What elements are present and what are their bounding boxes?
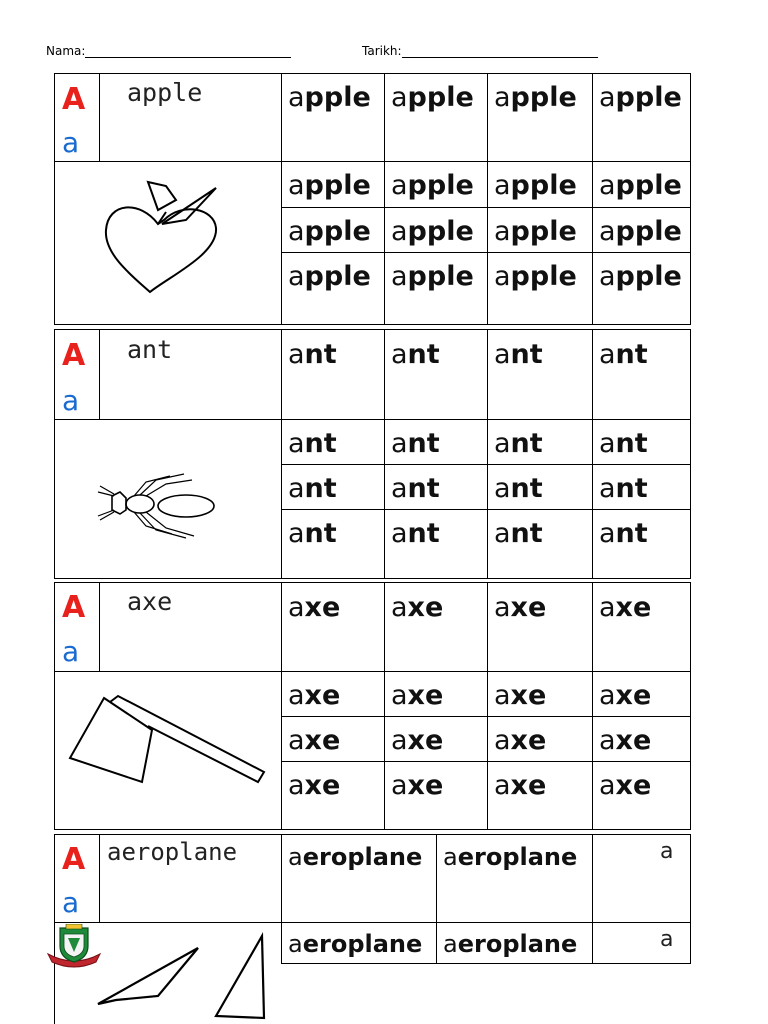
word-cell: apple [599,170,682,201]
col-divider [487,582,488,830]
word-cell: axe [391,770,444,801]
word-cell: axe [599,725,652,756]
word-cell: axe [288,770,341,801]
word-cell: axe [599,592,652,623]
col-divider [99,73,100,161]
letter-lower: a [62,126,80,159]
ant-icon [94,466,220,546]
word-cell: axe [599,680,652,711]
word-cell: ant [494,339,543,370]
letter-upper: A [62,842,86,877]
word-cell: apple [288,82,371,113]
row-divider [281,464,691,465]
name-line [85,45,291,58]
word-cell: apple [288,170,371,201]
date-field [362,44,598,58]
word-label: axe [127,587,173,616]
row-divider [54,161,691,162]
word-label: aeroplane [107,838,238,866]
apple-icon [100,172,220,302]
col-divider [99,834,100,922]
word-cell: axe [288,592,341,623]
letter-upper: A [62,590,86,625]
word-cell: ant [288,473,337,504]
word-cell: ant [494,473,543,504]
section-top-border [54,834,691,835]
col-divider [281,73,282,325]
col-divider [384,582,385,830]
word-cell: ant [391,473,440,504]
word-cell: ant [391,339,440,370]
word-cell: apple [288,216,371,247]
col-divider [592,582,593,830]
word-cell: ant [494,518,543,549]
word-cell: apple [391,82,474,113]
word-cell: aeroplane [443,930,578,958]
word-cell: aeroplane [443,843,578,871]
word-cell: axe [494,770,547,801]
row-divider [281,761,691,762]
axe-icon [60,690,270,800]
word-cell: apple [494,261,577,292]
word-cell: apple [494,82,577,113]
letter-lower: a [62,886,80,919]
row-divider [54,419,691,420]
row-divider [281,963,691,964]
word-cell: apple [391,261,474,292]
word-cell: apple [599,82,682,113]
col-divider [592,73,593,325]
row-divider [281,207,691,208]
word-cell: ant [599,473,648,504]
word-cell: axe [494,592,547,623]
date-label: Tarikh: [362,44,402,58]
word-cell: ant [599,518,648,549]
col-divider [281,834,282,964]
col-divider [487,73,488,325]
word-label: apple [127,78,203,107]
word-label: ant [127,335,173,364]
word-cell: ant [288,428,337,459]
col-divider [592,834,593,964]
name-label: Nama: [46,44,86,58]
word-cell: apple [288,261,371,292]
word-cell: apple [599,261,682,292]
letter-upper: A [62,82,86,117]
row-divider [281,716,691,717]
col-divider [281,582,282,830]
col-divider [384,329,385,579]
row-divider [54,922,691,923]
letter-lower: a [62,635,80,668]
word-cell: axe [391,725,444,756]
word-cell: axe [599,770,652,801]
word-cell: aeroplane [288,930,423,958]
word-cell-partial: a [660,927,674,952]
word-cell: ant [494,428,543,459]
letter-lower: a [62,384,80,417]
word-cell: apple [391,216,474,247]
word-cell: ant [599,428,648,459]
word-cell: axe [288,680,341,711]
col-divider [281,329,282,579]
col-divider [592,329,593,579]
word-cell: apple [494,216,577,247]
word-cell: axe [288,725,341,756]
section-right-border [690,834,691,964]
word-cell: apple [494,170,577,201]
word-cell: axe [391,592,444,623]
word-cell: ant [599,339,648,370]
letter-upper: A [62,338,86,373]
col-divider [384,73,385,325]
paper-plane-icon [94,928,274,1020]
word-cell-partial: a [660,839,674,864]
word-cell: apple [391,170,474,201]
word-cell: ant [288,339,337,370]
word-cell: aeroplane [288,843,423,871]
name-field [46,44,291,58]
word-cell: axe [494,680,547,711]
word-cell: ant [391,428,440,459]
word-cell: axe [391,680,444,711]
col-divider [436,834,437,964]
col-divider [99,329,100,419]
row-divider [54,671,691,672]
row-divider [281,509,691,510]
word-cell: axe [494,725,547,756]
col-divider [487,329,488,579]
word-cell: ant [391,518,440,549]
date-line [402,45,598,58]
col-divider [99,582,100,671]
row-divider [281,252,691,253]
word-cell: apple [599,216,682,247]
word-cell: ant [288,518,337,549]
